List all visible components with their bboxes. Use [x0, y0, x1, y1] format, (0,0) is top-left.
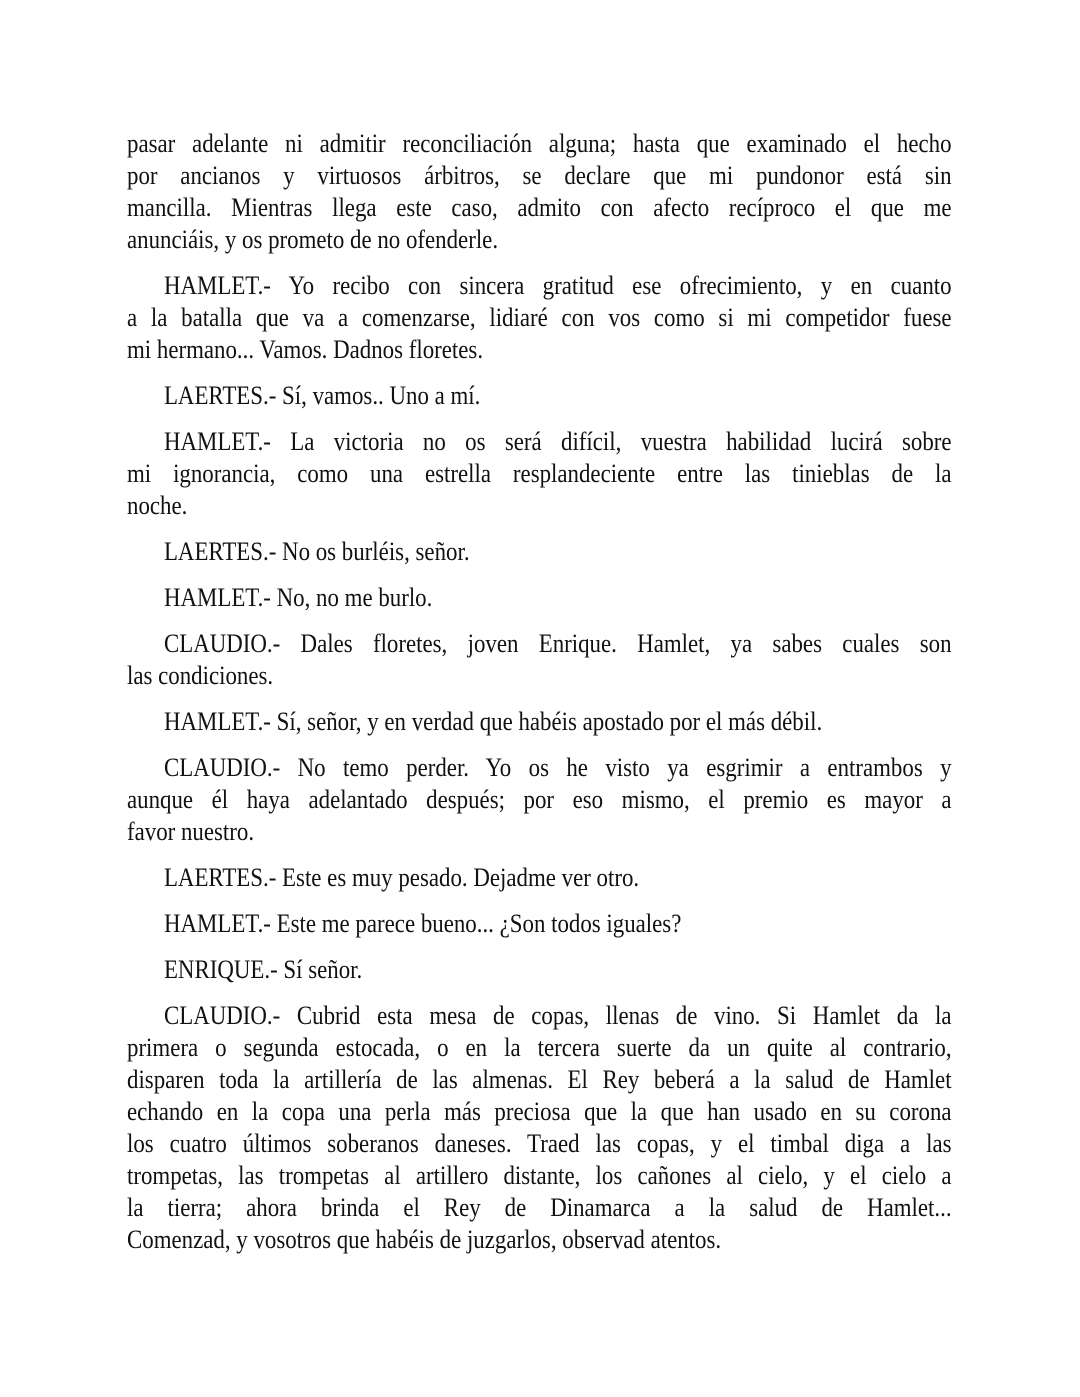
text-line: por ancianos y virtuosos árbitros, se declare que mi pundonor está sin — [127, 161, 952, 190]
text-line: mi hermano... Vamos. Dadnos floretes. — [127, 335, 484, 364]
text-line: HAMLET.- No, no me burlo. — [163, 583, 433, 612]
text-line: a la batalla que va a comenzarse, lidiaré con vos como si mi competidor fuese — [127, 303, 952, 332]
text-line: aunque él haya adelantado después; por eso mismo, el premio es mayor a — [127, 785, 952, 814]
paragraph — [127, 954, 952, 986]
text-line: pasar adelante ni admitir reconciliación alguna; hasta que examinado el hecho — [127, 129, 952, 158]
paragraph — [127, 706, 952, 738]
text-line: mancilla. Mientras llega este caso, admito con afecto recíproco el que me — [127, 193, 952, 222]
paragraph — [127, 1000, 952, 1256]
paragraph — [127, 536, 952, 568]
text-line: primera o segunda estocada, o en la tercera suerte da un quite al contrario, — [127, 1033, 952, 1062]
paragraph — [127, 426, 952, 522]
text-line: disparen toda la artillería de las almenas. El Rey beberá a la salud de Hamlet — [127, 1065, 952, 1094]
text-line: la tierra; ahora brinda el Rey de Dinamarca a la salud de Hamlet... — [127, 1193, 952, 1222]
paragraph — [127, 582, 952, 614]
text-line: LAERTES.- No os burléis, señor. — [163, 537, 470, 566]
text-line: anunciáis, y os prometo de no ofenderle. — [127, 225, 499, 254]
text-line: echando en la copa una perla más preciosa que la que han usado en su corona — [127, 1097, 952, 1126]
text-line: ENRIQUE.- Sí señor. — [163, 955, 363, 984]
text-line: los cuatro últimos soberanos daneses. Traed las copas, y el timbal diga a las — [127, 1129, 952, 1158]
document-page — [127, 128, 952, 1270]
paragraph — [127, 862, 952, 894]
paragraph — [127, 270, 952, 366]
text-line: HAMLET.- La victoria no os será difícil, vuestra habilidad lucirá sobre — [163, 427, 952, 456]
text-line: HAMLET.- Sí, señor, y en verdad que habéis apostado por el más débil. — [163, 707, 823, 736]
paragraph — [127, 628, 952, 692]
text-line: LAERTES.- Sí, vamos.. Uno a mí. — [163, 381, 481, 410]
text-line: CLAUDIO.- No temo perder. Yo os he visto ya esgrimir a entrambos y — [163, 753, 952, 782]
text-line: noche. — [127, 491, 188, 520]
text-line: HAMLET.- Yo recibo con sincera gratitud ese ofrecimiento, y en cuanto — [163, 271, 952, 300]
text-line: favor nuestro. — [127, 817, 255, 846]
text-line: CLAUDIO.- Dales floretes, joven Enrique. Hamlet, ya sabes cuales son — [163, 629, 952, 658]
paragraph — [127, 752, 952, 848]
text-line: HAMLET.- Este me parece bueno... ¿Son todos iguales? — [163, 909, 682, 938]
text-line: mi ignorancia, como una estrella resplandeciente entre las tinieblas de la — [127, 459, 952, 488]
paragraph — [127, 128, 952, 256]
text-line: CLAUDIO.- Cubrid esta mesa de copas, llenas de vino. Si Hamlet da la — [163, 1001, 952, 1030]
text-line: trompetas, las trompetas al artillero distante, los cañones al cielo, y el cielo a — [127, 1161, 952, 1190]
text-line: LAERTES.- Este es muy pesado. Dejadme ver otro. — [163, 863, 640, 892]
paragraph — [127, 908, 952, 940]
text-line: las condiciones. — [127, 661, 274, 690]
text-line: Comenzad, y vosotros que habéis de juzgarlos, observad atentos. — [127, 1225, 722, 1254]
paragraph — [127, 380, 952, 412]
